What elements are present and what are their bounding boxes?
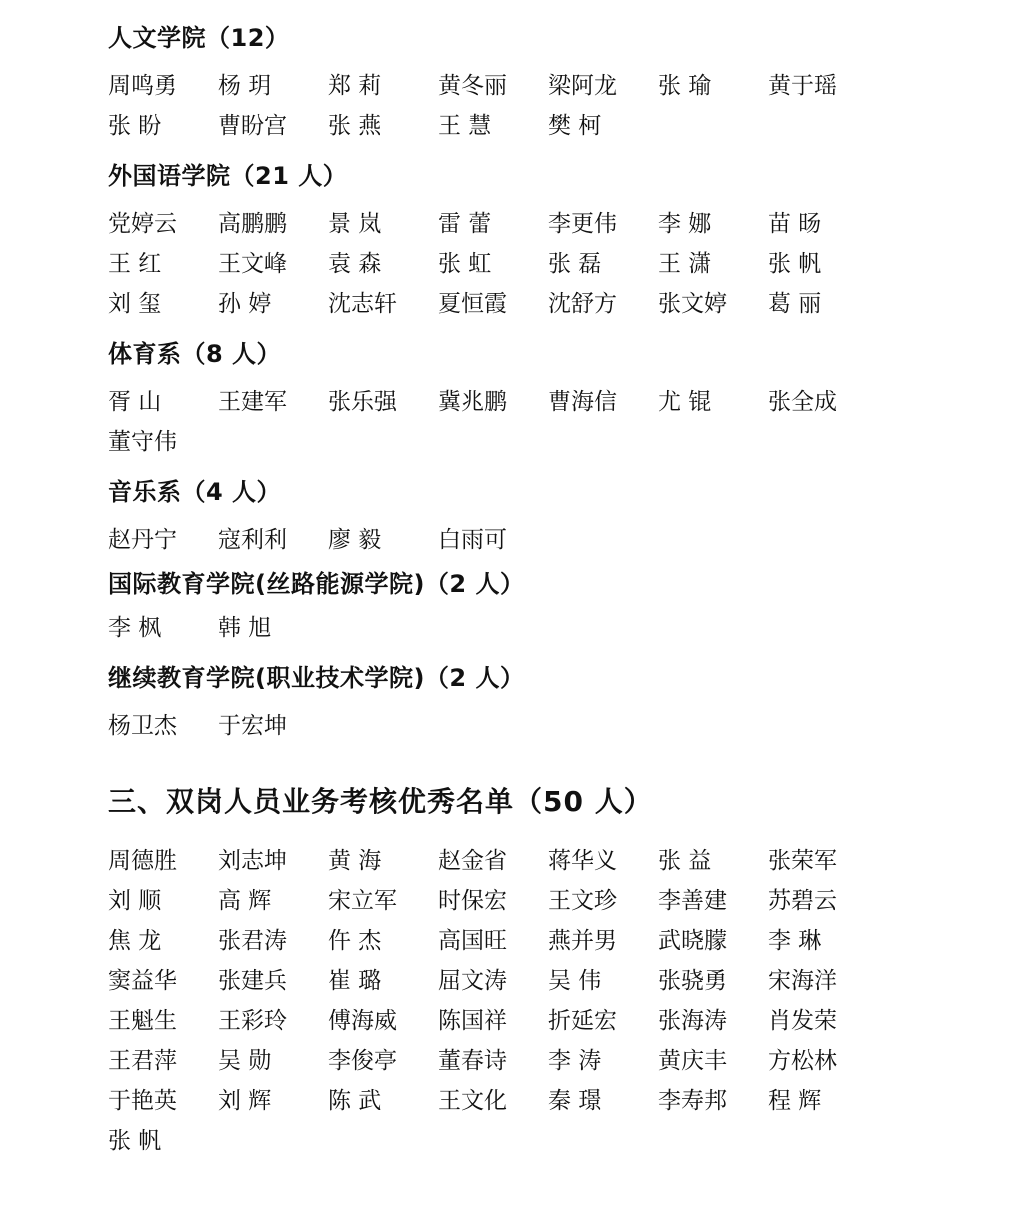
list-item: 尤 锟 <box>658 389 712 415</box>
list-item: 葛 丽 <box>768 291 822 317</box>
list-item: 苏碧云 <box>768 887 837 914</box>
list-item: 夏恒霞 <box>438 291 507 317</box>
name-list <box>108 520 934 560</box>
list-item: 沈舒方 <box>548 291 617 317</box>
list-item: 冀兆鹏 <box>438 389 507 415</box>
list-item: 燕并男 <box>548 927 617 954</box>
list-item: 胥 山 <box>108 389 162 415</box>
list-item: 寇利利 <box>218 527 287 553</box>
list-item: 李 涛 <box>548 1047 602 1074</box>
list-item: 张荣军 <box>768 847 837 874</box>
list-item: 王君萍 <box>108 1047 177 1074</box>
list-item: 梁阿龙 <box>548 73 617 99</box>
name-list <box>108 706 934 746</box>
list-item: 王 红 <box>108 251 162 277</box>
list-item: 折延宏 <box>548 1007 617 1034</box>
list-item: 陈国祥 <box>438 1007 507 1034</box>
list-item: 张骁勇 <box>658 967 727 994</box>
section-foreign-languages <box>108 158 934 324</box>
list-item: 黄于瑶 <box>768 73 837 99</box>
name-list <box>108 382 934 462</box>
list-item: 蒋华义 <box>548 847 617 874</box>
list-item: 宋海洋 <box>768 967 837 994</box>
section-dual-post-excellent-list <box>108 780 934 1161</box>
list-item: 傅海威 <box>328 1007 397 1034</box>
list-item: 党婷云 <box>108 211 177 237</box>
section-humanities <box>108 20 934 146</box>
list-item: 高鹏鹏 <box>218 211 287 237</box>
list-item: 王文峰 <box>218 251 287 277</box>
section-title: 外国语学院（21 人） <box>108 162 348 190</box>
list-item: 张 磊 <box>548 251 602 277</box>
list-item: 赵丹宁 <box>108 527 177 553</box>
list-item: 黄庆丰 <box>658 1047 727 1074</box>
list-item: 黄冬丽 <box>438 73 507 99</box>
list-item: 于宏坤 <box>218 713 287 739</box>
list-item: 李俊亭 <box>328 1047 397 1074</box>
list-item: 王 慧 <box>438 113 492 139</box>
list-item: 于艳英 <box>108 1087 177 1114</box>
list-item: 王文珍 <box>548 887 617 914</box>
list-item: 李 娜 <box>658 211 712 237</box>
list-item: 焦 龙 <box>108 927 162 954</box>
list-item: 刘志坤 <box>218 847 287 874</box>
list-item: 周鸣勇 <box>108 73 177 99</box>
section-music <box>108 474 934 560</box>
list-item: 李 枫 <box>108 615 162 641</box>
page-title: 三、双岗人员业务考核优秀名单（50 人） <box>108 785 653 818</box>
list-item: 白雨可 <box>438 527 507 553</box>
list-item: 肖发荣 <box>768 1007 837 1034</box>
list-item: 董春诗 <box>438 1047 507 1074</box>
list-item: 吴 勋 <box>218 1047 272 1074</box>
list-item: 沈志轩 <box>328 291 397 317</box>
list-item: 张海涛 <box>658 1007 727 1034</box>
list-item: 李 琳 <box>768 927 822 954</box>
section-title: 国际教育学院(丝路能源学院)（2 人） <box>108 570 525 598</box>
list-item: 王彩玲 <box>218 1007 287 1034</box>
list-item: 屈文涛 <box>438 967 507 994</box>
list-item: 樊 柯 <box>548 113 602 139</box>
list-item: 刘 玺 <box>108 291 162 317</box>
list-item: 王建军 <box>218 389 287 415</box>
list-item: 宋立军 <box>328 887 397 914</box>
list-item: 张建兵 <box>218 967 287 994</box>
list-item: 刘 辉 <box>218 1087 272 1114</box>
list-item: 张 帆 <box>768 251 822 277</box>
list-item: 李寿邦 <box>658 1087 727 1114</box>
list-item: 张乐强 <box>328 389 397 415</box>
list-item: 刘 顺 <box>108 887 162 914</box>
list-item: 张 益 <box>658 847 712 874</box>
section-title: 音乐系（4 人） <box>108 478 282 506</box>
list-item: 秦 璟 <box>548 1087 602 1114</box>
list-item: 雷 蕾 <box>438 211 492 237</box>
list-item: 王魁生 <box>108 1007 177 1034</box>
section-title: 继续教育学院(职业技术学院)（2 人） <box>108 664 525 692</box>
list-item: 王 潇 <box>658 251 712 277</box>
list-item: 韩 旭 <box>218 615 272 641</box>
list-item: 吴 伟 <box>548 967 602 994</box>
list-item: 张 瑜 <box>658 73 712 99</box>
list-item: 赵金省 <box>438 847 507 874</box>
list-item: 孙 婷 <box>218 291 272 317</box>
list-item: 武晓朦 <box>658 927 727 954</box>
list-item: 杨 玥 <box>218 73 272 99</box>
list-item: 杨卫杰 <box>108 713 177 739</box>
list-item: 时保宏 <box>438 887 507 914</box>
name-list <box>108 204 934 324</box>
list-item: 苗 旸 <box>768 211 822 237</box>
list-item: 张全成 <box>768 389 837 415</box>
list-item: 张 盼 <box>108 113 162 139</box>
list-item: 周德胜 <box>108 847 177 874</box>
list-item: 李更伟 <box>548 211 617 237</box>
list-item: 曹海信 <box>548 389 617 415</box>
list-item: 仵 杰 <box>328 927 382 954</box>
list-item: 景 岚 <box>328 211 382 237</box>
list-item: 廖 毅 <box>328 527 382 553</box>
list-item: 程 辉 <box>768 1087 822 1114</box>
list-item: 张君涛 <box>218 927 287 954</box>
list-item: 张 虹 <box>438 251 492 277</box>
list-item: 董守伟 <box>108 429 177 455</box>
list-item: 张 帆 <box>108 1127 162 1154</box>
list-item: 曹盼宫 <box>218 113 287 139</box>
list-item: 崔 璐 <box>328 967 382 994</box>
section-title: 人文学院（12） <box>108 24 290 52</box>
list-item: 方松林 <box>768 1047 837 1074</box>
section-continuing-education <box>108 660 934 746</box>
list-item: 张 燕 <box>328 113 382 139</box>
list-item: 郑 莉 <box>328 73 382 99</box>
name-list <box>108 66 934 146</box>
name-list <box>108 841 934 1161</box>
list-item: 李善建 <box>658 887 727 914</box>
list-item: 袁 森 <box>328 251 382 277</box>
list-item: 王文化 <box>438 1087 507 1114</box>
list-item: 陈 武 <box>328 1087 382 1114</box>
list-item: 张文婷 <box>658 291 727 317</box>
list-item: 窦益华 <box>108 967 177 994</box>
section-international-education <box>108 566 934 648</box>
list-item: 黄 海 <box>328 847 382 874</box>
list-item: 高国旺 <box>438 927 507 954</box>
section-title: 体育系（8 人） <box>108 340 282 368</box>
name-list <box>108 608 934 648</box>
section-physical-education <box>108 336 934 462</box>
list-item: 高 辉 <box>218 887 272 914</box>
